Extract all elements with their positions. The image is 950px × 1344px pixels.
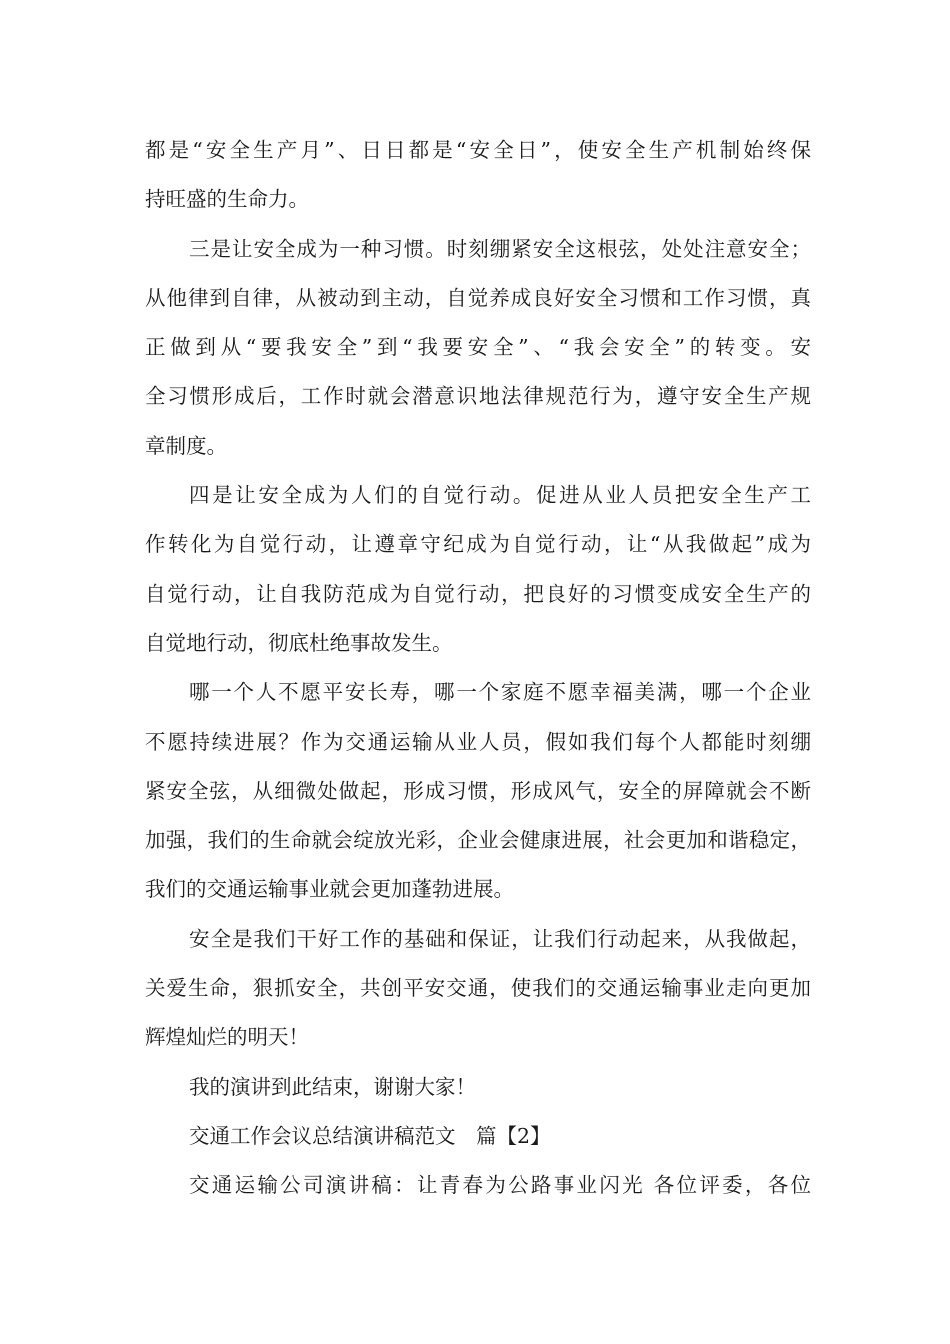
text-line: 持旺盛的生命力。 [145,187,309,212]
text-line: 紧安全弦，从细微处做起，形成习惯，形成风气，安全的屏障就会不断 [145,778,811,803]
text-line: 自觉地行动，彻底杜绝事故发生。 [145,630,453,655]
text-line: 关爱生命，狠抓安全，共创平安交通，使我们的交通运输事业走向更加 [145,976,811,1001]
text-line: 正做到从“要我安全”到“我要安全”、“我会安全”的转变。安 [145,335,811,360]
text-line: 全习惯形成后，工作时就会潜意识地法律规范行为，遵守安全生产规 [145,384,811,409]
text-line: 我们的交通运输事业就会更加蓬勃进展。 [145,877,514,902]
text-line: 交通工作会议总结演讲稿范文 篇【2】 [189,1123,551,1148]
text-line: 加强，我们的生命就会绽放光彩，企业会健康进展，社会更加和谐稳定， [145,828,811,853]
text-line: 辉煌灿烂的明天！ [145,1025,309,1050]
text-line: 四是让安全成为人们的自觉行动。促进从业人员把安全生产工 [189,483,811,508]
text-line: 安全是我们干好工作的基础和保证，让我们行动起来，从我做起， [189,926,811,951]
document-body [145,126,811,1211]
text-line: 哪一个人不愿平安长寿，哪一个家庭不愿幸福美满，哪一个企业 [189,680,811,705]
text-line: 三是让安全成为一种习惯。时刻绷紧安全这根弦，处处注意安全； [189,236,811,261]
text-line: 交通运输公司演讲稿：让青春为公路事业闪光 各位评委，各位 [189,1173,811,1198]
text-line: 不愿持续进展？作为交通运输从业人员，假如我们每个人都能时刻绷 [145,729,811,754]
text-line: 都是“安全生产月”、日日都是“安全日”，使安全生产机制始终保 [145,138,811,162]
text-line: 我的演讲到此结束，谢谢大家！ [189,1074,476,1099]
text-line: 自觉行动，让自我防范成为自觉行动，把良好的习惯变成安全生产的 [145,581,811,606]
text-line: 从他律到自律，从被动到主动，自觉养成良好安全习惯和工作习惯，真 [145,285,811,310]
text-line: 章制度。 [145,433,227,458]
text-line: 作转化为自觉行动，让遵章守纪成为自觉行动，让“从我做起”成为 [145,532,811,557]
